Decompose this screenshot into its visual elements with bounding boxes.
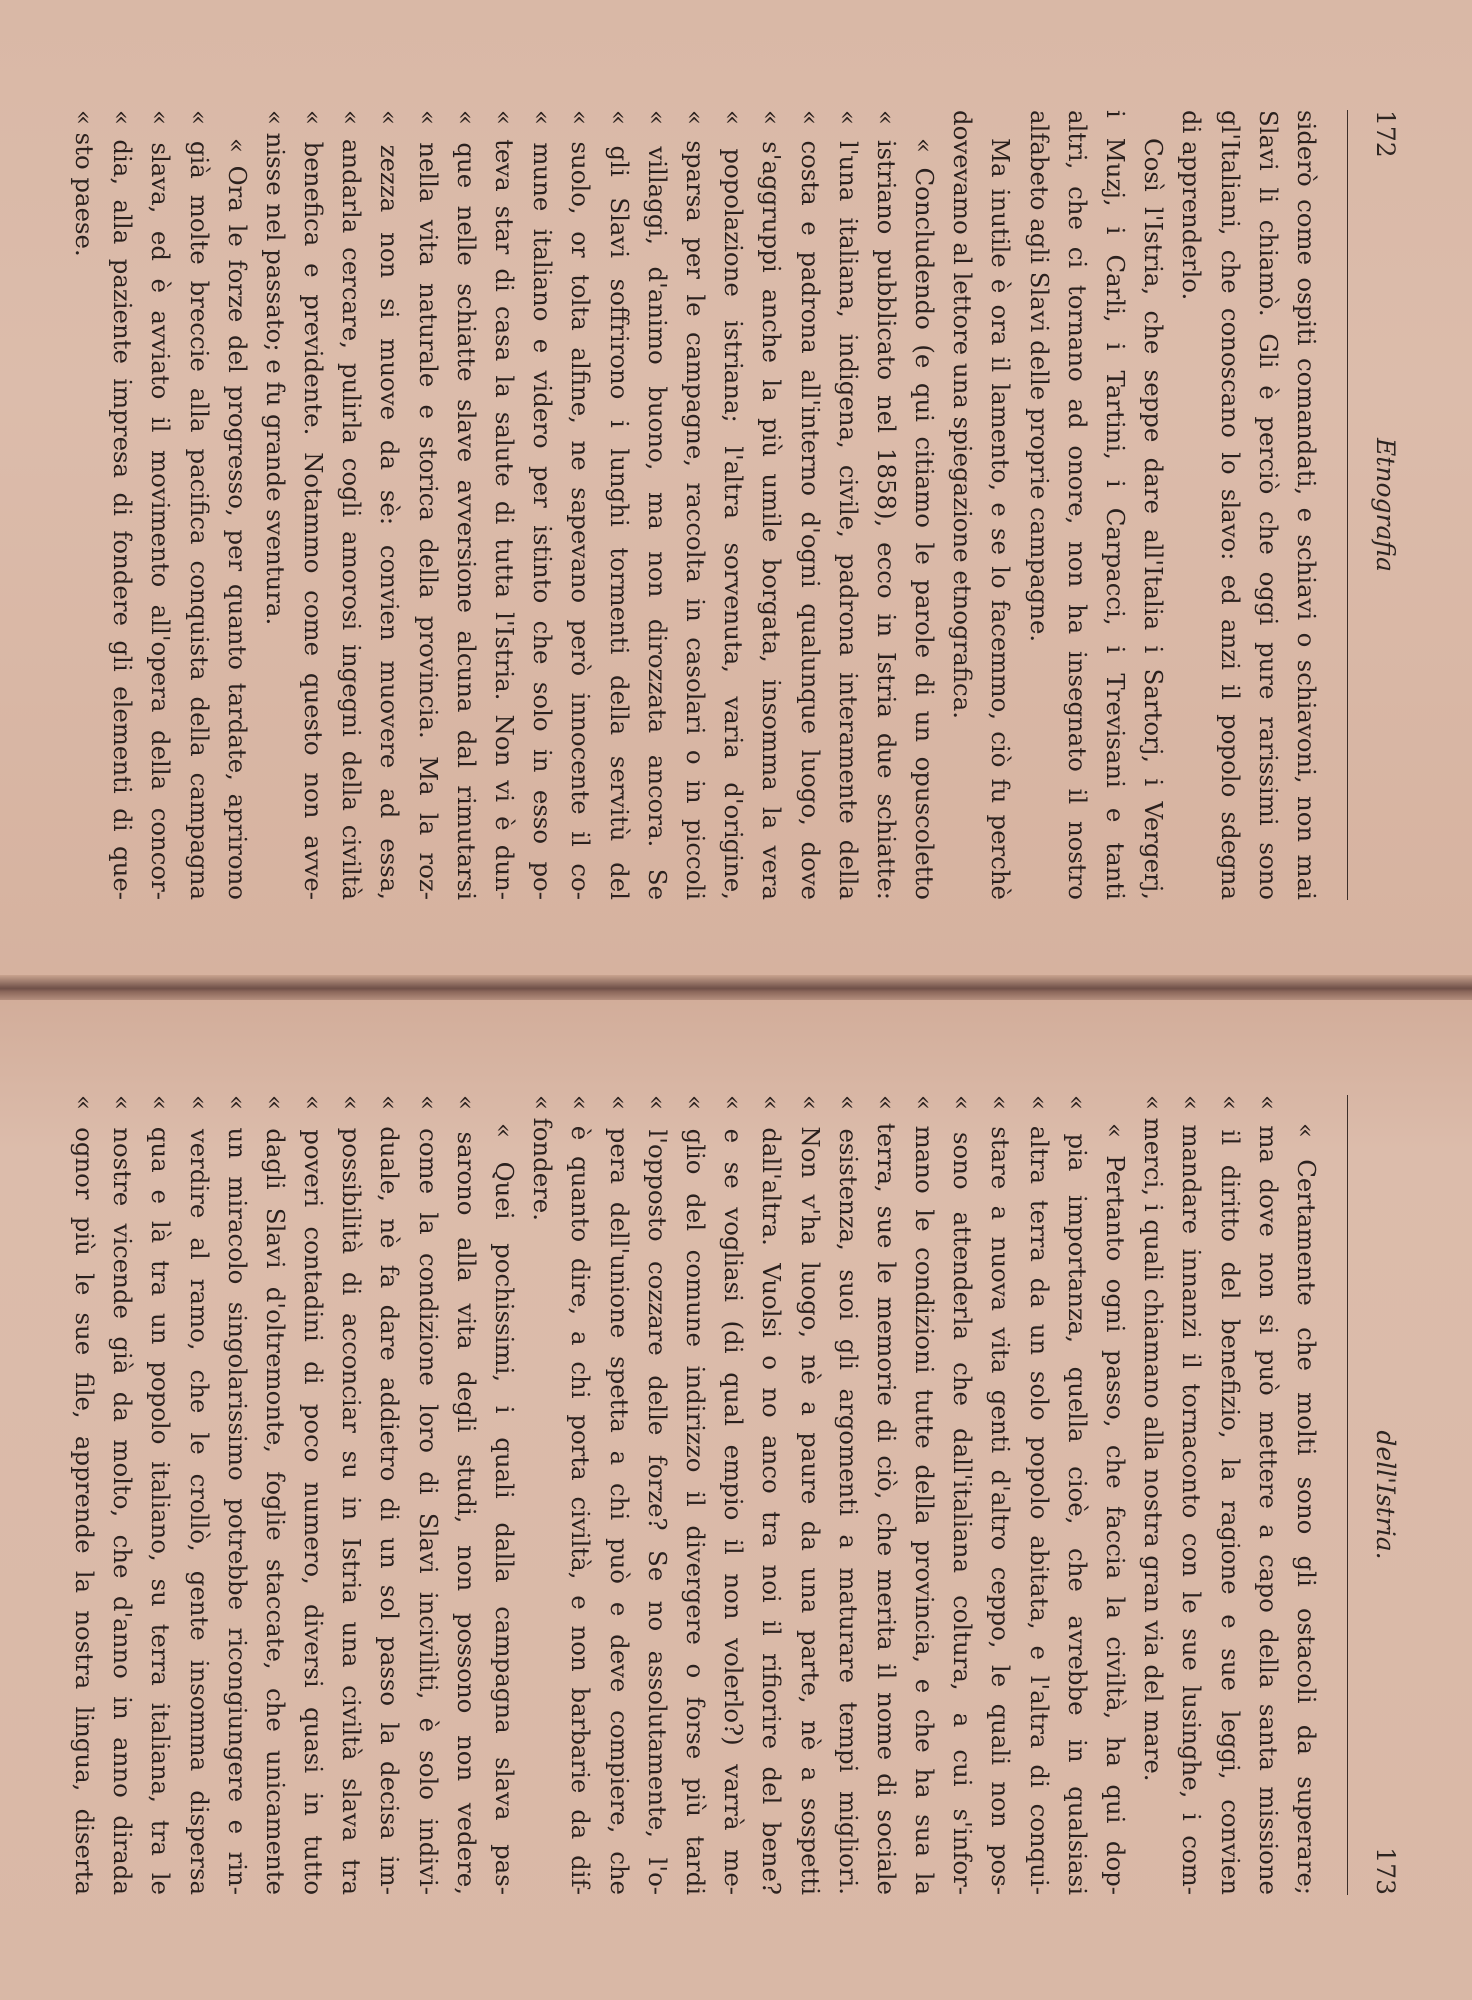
left-page-header [1347, 110, 1404, 900]
text-line: « Certamente che molti sono gli ostacoli da superare; [1292, 1123, 1321, 1895]
text-line: « mandare innanzi il tornaconto con le sue lusinghe, i com- [1177, 1095, 1207, 1895]
text-line: « Non v'ha luogo, nè a paure da una parte, nè a sospetti [795, 1095, 825, 1895]
text-line: « terra, sue le memorie di ciò, che merita il nome di sociale [871, 1095, 901, 1895]
text-line: « nostre vicende già da molto, che d'anno in anno dirada [108, 1095, 138, 1895]
text-line: « già molte breccie alla pacifica conquista della campagna [184, 110, 214, 900]
text-line: « nisse nel passato; e fu grande sventura. [260, 110, 290, 626]
text-line: « esistenza, suoi gli argomenti a maturare tempi migliori. [833, 1095, 863, 1895]
left-page-number: 172 [1371, 110, 1400, 158]
text-line: « merci, i quali chiamano alla nostra gran via del mare. [1139, 1095, 1169, 1782]
text-line: « slava, ed è avviato il movimento all'opera della concor- [146, 110, 176, 900]
left-page-content [65, 110, 1404, 900]
text-line: « glio del comune indirizzo il divergere o forse più tardi [681, 1095, 710, 1895]
text-line: « villaggi, d'animo buono, ma non dirozzata ancora. Se [642, 110, 672, 900]
text-line: « mune italiano e videro per istinto che solo in esso po- [528, 110, 558, 900]
text-line: « ognor più le sue file, apprende la nostra lingua, diserta [70, 1095, 99, 1895]
text-line: i Muzj, i Carli, i Tartini, i Carpacci, i Trevisani e tanti [1101, 110, 1131, 900]
text-line: « pia importanza, quella cioè, che avrebbe in qualsiasi [1062, 1095, 1092, 1895]
text-line: « ma dove non si può mettere a capo della santa missione [1253, 1095, 1283, 1895]
text-line: Ma inutile è ora il lamento, e se lo facemmo, ciò fu perchè [986, 138, 1016, 900]
text-line: « qua e là tra un popolo italiano, su terra italiana, tra le [146, 1095, 176, 1895]
text-line: « sono attenderla che dall'italiana coltura, a cui s'infor- [948, 1095, 978, 1895]
right-page-number: 173 [1371, 1847, 1400, 1895]
text-line: « istriano pubblicato nel 1858), ecco in Istria due schiatte: [871, 110, 901, 900]
text-line: « fondere. [528, 1095, 558, 1221]
text-line: « stare a nuova vita genti d'altro ceppo, le quali non pos- [986, 1095, 1016, 1895]
text-line: « il diritto del benefizio, la ragione e sue leggi, convien [1215, 1095, 1245, 1895]
text-line: altri, che ci tornano ad onore, non ha insegnato il nostro [1062, 110, 1092, 900]
text-line: di apprenderlo. [1177, 110, 1207, 301]
text-line: alfabeto agli Slavi delle proprie campagne. [1024, 110, 1054, 643]
text-line: « è quanto dire, a chi porta civiltà, e non barbarie da dif- [566, 1095, 596, 1895]
text-line: « gli Slavi soffrirono i lunghi tormenti della servitù del [604, 110, 634, 900]
text-line: « come la condizione loro di Slavi incivilìti, è solo indivi- [413, 1095, 443, 1895]
text-line: « suolo, or tolta alfine, ne sapevano però innocente il co- [566, 110, 596, 900]
text-line: « s'aggruppi anche la più umile borgata, insomma la vera [757, 110, 787, 900]
text-line: « l'opposto cozzare delle forze? Se no assolutamente, l'o- [642, 1095, 672, 1895]
text-line: « nella vita naturale e storica della provincia. Ma la roz- [413, 110, 443, 900]
text-line: gl'Italiani, che conoscano lo slavo: ed anzi il popolo sdegna [1215, 110, 1245, 900]
text-line: « pera dell'unione spetta a chi può e deve compiere, che [604, 1095, 634, 1895]
text-line: « sto paese. [70, 110, 99, 257]
text-line: Così l'Istria, che seppe dare all'Italia i Sartorj, i Vergerj, [1139, 138, 1169, 900]
text-line: « possibilità di acconciar su in Istria una civiltà slava tra [337, 1095, 367, 1895]
right-page [0, 1000, 1472, 2000]
text-line: « poveri contadini di poco numero, diversi quasi in tutto [299, 1095, 329, 1895]
text-line: « un miracolo singolarissimo potrebbe ricongiungere e rin- [222, 1095, 252, 1895]
text-line: « andarla cercare, pulirla cogli amorosi ingegni della civiltà [337, 110, 367, 900]
right-running-title: dell'Istria. [1371, 1430, 1400, 1560]
text-line: « l'una italiana, indigena, civile, padrona interamente della [833, 110, 863, 900]
text-line: « costa e padrona all'interno d'ogni qualunque luogo, dove [795, 110, 825, 900]
text-line: « benefica e previdente. Notammo come questo non avve- [299, 110, 329, 900]
text-line: « mano le condizioni tutte della provincia, e che ha sua la [910, 1095, 940, 1895]
right-page-header [1347, 1095, 1404, 1895]
text-line: dovevamo al lettore una spiegazione etnografica. [948, 110, 978, 719]
text-line: « Ora le forze del progresso, per quanto tardate, aprirono [222, 138, 252, 900]
text-line: siderò come ospiti comandati, e schiavi o schiavoni, non mai [1292, 110, 1321, 900]
right-page-content [65, 1095, 1404, 1895]
left-running-title: Etnografia [1371, 438, 1400, 572]
text-line: « Quei pochissimi, i quali dalla campagna slava pas- [490, 1123, 520, 1895]
text-line: « duale, nè fa dare addietro di un sol passo la decisa im- [375, 1095, 405, 1895]
text-line: « Concludendo (e qui citiamo le parole di un opuscoletto [910, 138, 940, 900]
text-line: « teva star di casa la salute di tutta l'Istria. Non vi è dun- [490, 110, 520, 900]
text-line: « que nelle schiatte slave avversione alcuna dal rimutarsi [451, 110, 481, 900]
text-line: « popolazione istriana; l'altra sorvenuta, varia d'origine, [719, 110, 749, 900]
text-line: « sarono alla vita degli studi, non possono non vedere, [451, 1095, 481, 1895]
text-line: « dall'altra. Vuolsi o no anco tra noi il rifiorire del bene? [757, 1095, 787, 1895]
text-line: « sparsa per le campagne, raccolta in casolari o in piccoli [681, 110, 710, 900]
text-line: Slavi li chiamò. Gli è perciò che oggi pure rarissimi sono [1253, 110, 1283, 900]
text-line: « verdire al ramo, che le crollò, gente insomma dispersa [184, 1095, 214, 1895]
text-line: « Pertanto ogni passo, che faccia la civiltà, ha qui dop- [1101, 1123, 1131, 1895]
text-line: « zezza non si muove da sè: convien muovere ad essa, [375, 110, 405, 900]
right-page-body [65, 1095, 1325, 1895]
text-line: « e se vogliasi (di qual empio il non volerlo?) varrà me- [719, 1095, 749, 1895]
left-page [0, 0, 1472, 980]
text-line: « dia, alla paziente impresa di fondere gli elementi di que- [108, 110, 138, 900]
text-line: « dagli Slavi d'oltremonte, foglie staccate, che unicamente [260, 1095, 290, 1895]
text-line: « altra terra da un solo popolo abitata, e l'altra di conqui- [1024, 1095, 1054, 1895]
left-page-body [65, 110, 1325, 900]
